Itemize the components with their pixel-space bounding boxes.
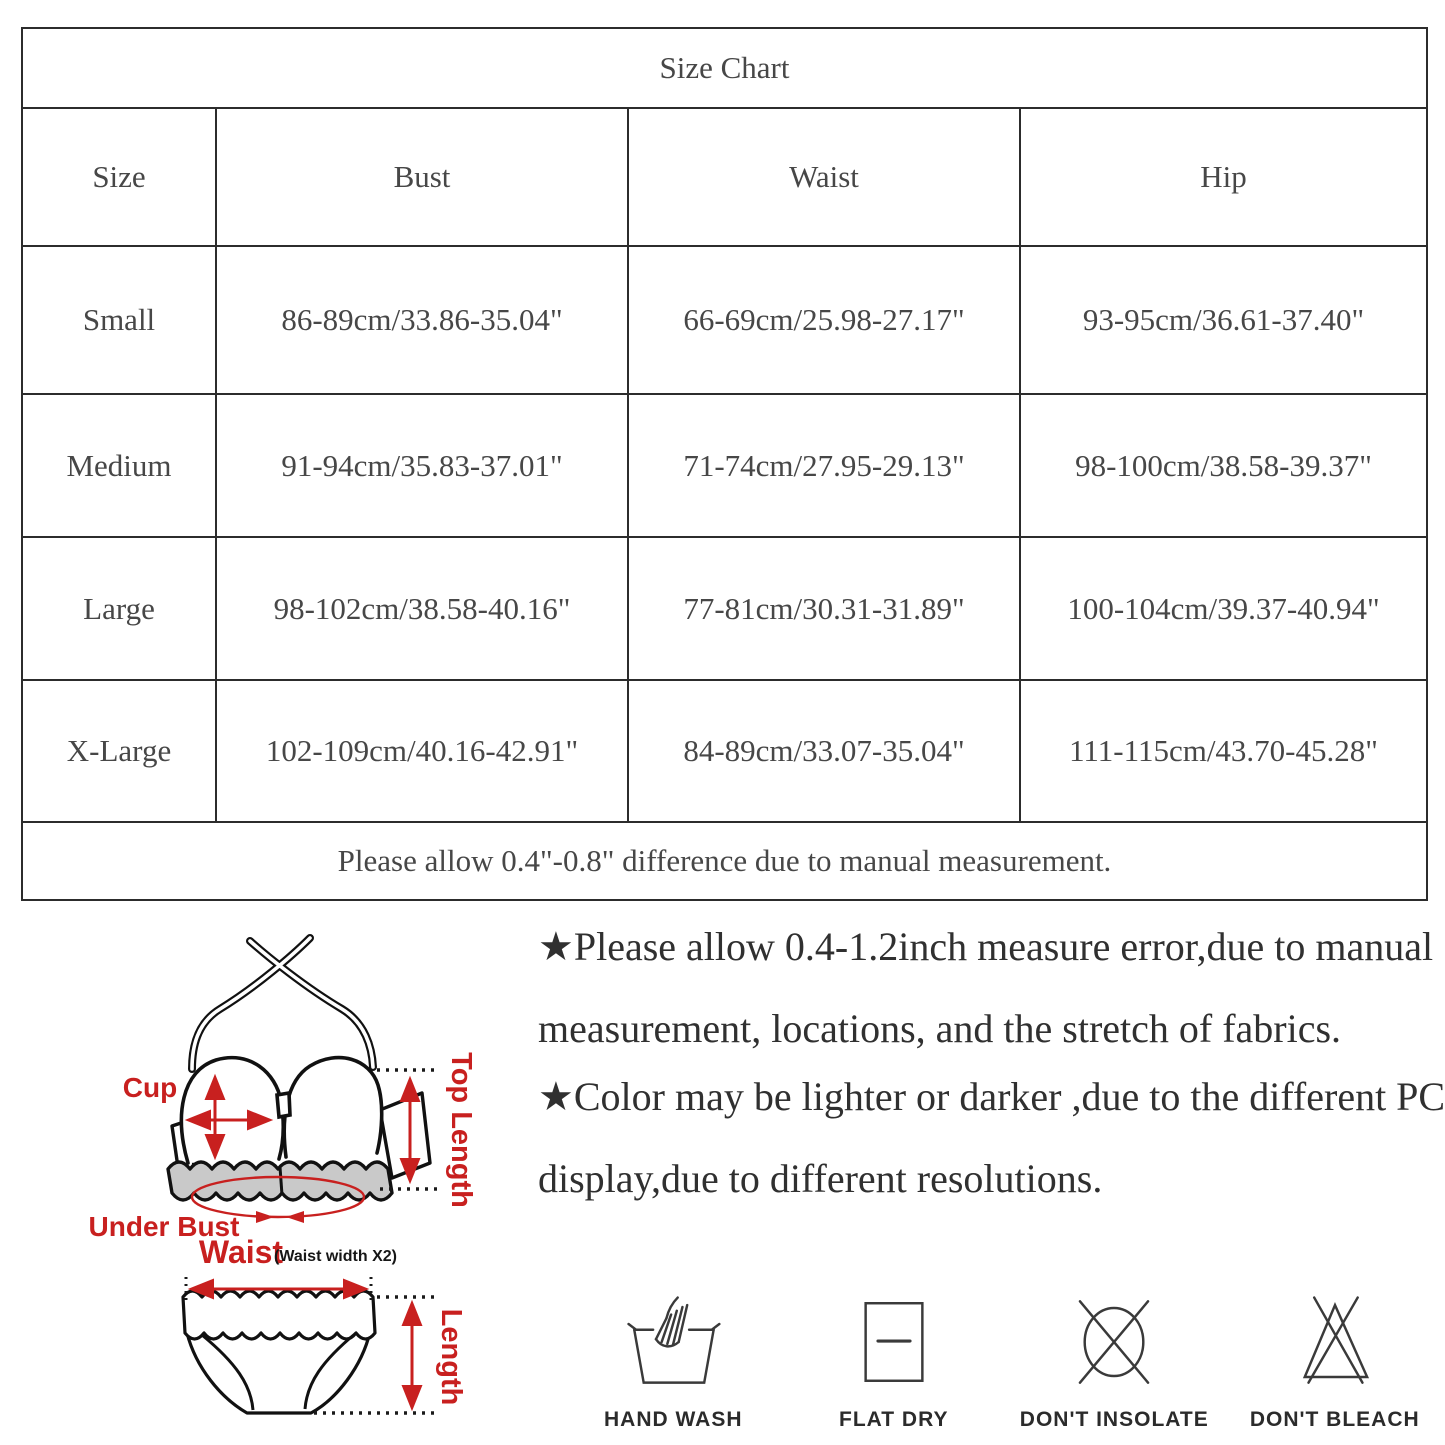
care-instructions	[563, 1290, 1445, 1432]
measurement-diagram	[50, 905, 520, 1445]
waist-cell: 84-89cm/33.07-35.04"	[628, 680, 1020, 822]
header-row	[22, 108, 1427, 246]
col-header-hip: Hip	[1020, 108, 1427, 246]
hip-cell: 98-100cm/38.58-39.37"	[1020, 394, 1427, 537]
table-row	[22, 537, 1427, 680]
notes-block	[538, 906, 1445, 1220]
waist-cell: 77-81cm/30.31-31.89"	[628, 537, 1020, 680]
size-cell: X-Large	[22, 680, 216, 822]
hip-cell: 100-104cm/39.37-40.94"	[1020, 537, 1427, 680]
care-dont-bleach	[1225, 1290, 1445, 1432]
waist-label: Waist	[198, 1234, 284, 1270]
care-label: DON'T BLEACH	[1249, 1408, 1420, 1431]
size-cell: Small	[22, 246, 216, 394]
care-label: DON'T INSOLATE	[1019, 1408, 1209, 1431]
bust-cell: 86-89cm/33.86-35.04"	[216, 246, 628, 394]
care-hand-wash	[563, 1290, 784, 1432]
col-header-size: Size	[22, 108, 216, 246]
size-cell: Large	[22, 537, 216, 680]
care-flat-dry	[784, 1290, 1005, 1432]
table-footnote: Please allow 0.4"-0.8" difference due to manual measurement.	[22, 822, 1427, 900]
hand-wash-icon	[619, 1290, 727, 1394]
note-color-difference: ★Color may be lighter or darker ,due to the different PC display,due to different resolutions.	[538, 1074, 1445, 1201]
table-title: Size Chart	[22, 28, 1427, 108]
size-cell: Medium	[22, 394, 216, 537]
top-length-label: Top Length	[445, 1052, 477, 1208]
bust-cell: 98-102cm/38.58-40.16"	[216, 537, 628, 680]
col-header-waist: Waist	[628, 108, 1020, 246]
care-label: HAND WASH	[604, 1408, 743, 1431]
table-row	[22, 680, 1427, 822]
size-chart-table	[21, 27, 1428, 901]
under-bust-label: Under Bust	[88, 1211, 240, 1242]
waist-cell: 66-69cm/25.98-27.17"	[628, 246, 1020, 394]
col-header-bust: Bust	[216, 108, 628, 246]
bust-cell: 91-94cm/35.83-37.01"	[216, 394, 628, 537]
cup-label: Cup	[122, 1072, 178, 1103]
bikini-bottom-drawing	[183, 1291, 375, 1413]
hip-cell: 111-115cm/43.70-45.28"	[1020, 680, 1427, 822]
dont-insolate-icon	[1060, 1290, 1168, 1394]
care-label: FLAT DRY	[839, 1408, 949, 1431]
note-measure-error: ★Please allow 0.4-1.2inch measure error,due to manual measurement, locations, and the stretch of fabrics.	[538, 924, 1434, 1051]
bikini-top-drawing	[168, 938, 430, 1200]
hip-cell: 93-95cm/36.61-37.40"	[1020, 246, 1427, 394]
waist-note-label: (Waist width X2)	[274, 1248, 397, 1265]
waist-cell: 71-74cm/27.95-29.13"	[628, 394, 1020, 537]
bust-cell: 102-109cm/40.16-42.91"	[216, 680, 628, 822]
table-row	[22, 394, 1427, 537]
care-dont-insolate	[1004, 1290, 1225, 1432]
length-label: Length	[435, 1308, 467, 1406]
dont-bleach-icon	[1281, 1290, 1389, 1394]
table-row	[22, 246, 1427, 394]
flat-dry-icon	[840, 1290, 948, 1394]
